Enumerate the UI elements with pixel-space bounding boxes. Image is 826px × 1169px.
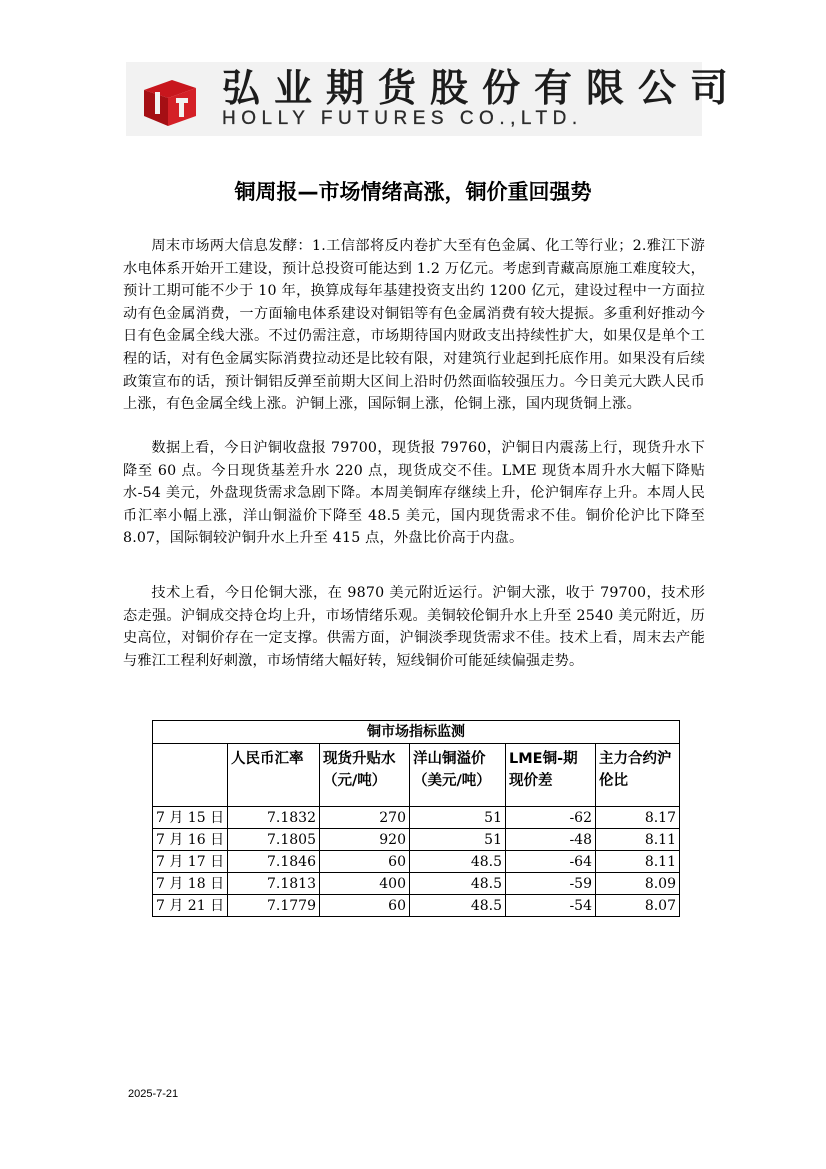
header-cny-rate: 人民币汇率 bbox=[228, 744, 320, 807]
cell-shfe-lme-ratio: 8.09 bbox=[596, 873, 680, 895]
company-name-en: HOLLY FUTURES CO.,LTD. bbox=[222, 108, 583, 129]
cell-lme-spread: -54 bbox=[506, 895, 596, 917]
table-header-row bbox=[153, 744, 680, 807]
cell-lme-spread: -48 bbox=[506, 829, 596, 851]
paragraph-market-news: 周末市场两大信息发酵：1.工信部将反内卷扩大至有色金属、化工等行业；2.雅江下游水电体系开始开工建设，预计总投资可能达到 1.2 万亿元。考虑到青藏高原施工难度较大，预计工期可能不少于 10 年，换算成每年基建投资支出约 1200 亿元，建设过程中一方面拉动有色金属消费，一方面输电体系建设对铜铝等有色金属消费有较大提振。多重利好推动今日有色金属全线大涨。不过仍需注意，市场期待国内财政支出持续性扩大，如果仅是单个工程的话，对有色金属实际消费拉动还是比较有限，对建筑行业起到托底作用。如果没有后续政策宣布的话，预计铜铝反弹至前期大区间上沿时仍然面临较强压力。今日美元大跌人民币上涨，有色金属全线上涨。沪铜上涨，国际铜上涨，伦铜上涨，国内现货铜上涨。 bbox=[123, 238, 705, 413]
cell-spot-premium: 400 bbox=[320, 873, 410, 895]
table-row bbox=[153, 851, 680, 873]
table-caption: 铜市场指标监测 bbox=[153, 721, 680, 744]
cell-yangshan-premium: 48.5 bbox=[410, 851, 506, 873]
header-date bbox=[153, 744, 228, 807]
cell-yangshan-premium: 48.5 bbox=[410, 895, 506, 917]
cell-date: 7 月 18 日 bbox=[153, 873, 228, 895]
table-row bbox=[153, 807, 680, 829]
cell-spot-premium: 920 bbox=[320, 829, 410, 851]
cell-spot-premium: 60 bbox=[320, 895, 410, 917]
company-logo-icon bbox=[138, 72, 202, 128]
cell-date: 7 月 15 日 bbox=[153, 807, 228, 829]
cell-date: 7 月 16 日 bbox=[153, 829, 228, 851]
cell-shfe-lme-ratio: 8.07 bbox=[596, 895, 680, 917]
cell-date: 7 月 17 日 bbox=[153, 851, 228, 873]
cell-cny-rate: 7.1805 bbox=[228, 829, 320, 851]
header-lme-spread: LME铜-期现价差 bbox=[506, 744, 596, 807]
cell-lme-spread: -64 bbox=[506, 851, 596, 873]
header-spot-premium: 现货升贴水（元/吨） bbox=[320, 744, 410, 807]
cell-date: 7 月 21 日 bbox=[153, 895, 228, 917]
cell-yangshan-premium: 48.5 bbox=[410, 873, 506, 895]
cell-lme-spread: -62 bbox=[506, 807, 596, 829]
cell-shfe-lme-ratio: 8.11 bbox=[596, 851, 680, 873]
cell-shfe-lme-ratio: 8.17 bbox=[596, 807, 680, 829]
cell-cny-rate: 7.1779 bbox=[228, 895, 320, 917]
cell-cny-rate: 7.1832 bbox=[228, 807, 320, 829]
cell-yangshan-premium: 51 bbox=[410, 829, 506, 851]
cell-shfe-lme-ratio: 8.11 bbox=[596, 829, 680, 851]
page-title: 铜周报—市场情绪高涨，铜价重回强势 bbox=[234, 180, 592, 204]
cell-lme-spread: -59 bbox=[506, 873, 596, 895]
table-row bbox=[153, 873, 680, 895]
header-shfe-lme-ratio: 主力合约沪伦比 bbox=[596, 744, 680, 807]
table-row bbox=[153, 895, 680, 917]
cell-cny-rate: 7.1813 bbox=[228, 873, 320, 895]
paragraph-data-analysis: 数据上看，今日沪铜收盘报 79700，现货报 79760，沪铜日内震荡上行，现货升水下降至 60 点。今日现货基差升水 220 点，现货成交不佳。LME 现货本周升水大幅下降贴水-54 美元，外盘现货需求急剧下降。本周美铜库存继续上升，伦沪铜库存上升。本周人民币汇率小幅上涨，洋山铜溢价下降至 48.5 美元，国内现货需求不佳。铜价伦沪比下降至 8.07，国际铜较沪铜升水上升至 415 点，外盘比价高于内盘。 bbox=[123, 440, 705, 547]
copper-metrics-table bbox=[152, 720, 680, 917]
company-logo-banner bbox=[126, 62, 743, 136]
company-name-cn: 弘业期货股份有限公司 bbox=[222, 66, 743, 110]
cell-cny-rate: 7.1846 bbox=[228, 851, 320, 873]
cell-spot-premium: 60 bbox=[320, 851, 410, 873]
cell-yangshan-premium: 51 bbox=[410, 807, 506, 829]
table-row bbox=[153, 829, 680, 851]
paragraph-technical-analysis: 技术上看，今日伦铜大涨，在 9870 美元附近运行。沪铜大涨，收于 79700，技术形态走强。沪铜成交持仓均上升，市场情绪乐观。美铜较伦铜升水上升至 2540 美元附近，历史高位，对铜价存在一定支撑。供需方面，沪铜淡季现货需求不佳。技术上看，周末去产能与雅江工程利好刺激，市场情绪大幅好转，短线铜价可能延续偏强走势。 bbox=[123, 585, 705, 669]
header-yangshan-premium: 洋山铜溢价（美元/吨） bbox=[410, 744, 506, 807]
footer-date: 2025-7-21 bbox=[128, 1088, 179, 1100]
cell-spot-premium: 270 bbox=[320, 807, 410, 829]
